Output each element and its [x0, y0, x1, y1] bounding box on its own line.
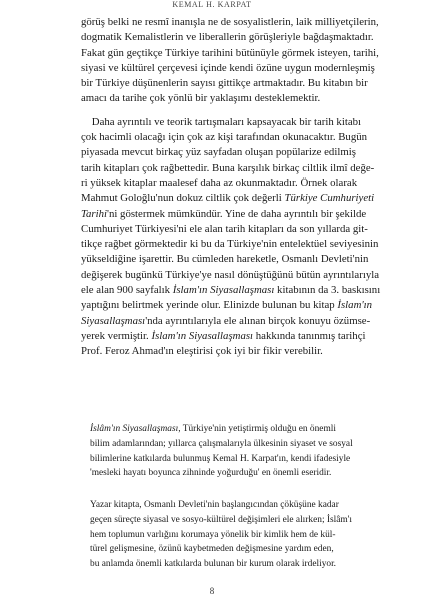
text-line: İslâm'ın Siyasallaşması, Türkiye'nin yetiştirmiş olduğu en önemli — [90, 424, 336, 434]
book-title: İslam'ın — [337, 299, 373, 312]
paragraph-2 — [81, 115, 381, 360]
text-line: Yazar kitapta, Osmanlı Devleti'nin başlangıcından çöküşüne kadar — [90, 500, 339, 510]
running-head: KEMAL H. KARPAT — [172, 0, 252, 9]
book-title: İslam'ın Siyasallaşması — [172, 284, 275, 297]
text-line: türel gelişmesine, özünü kaybetmeden değişmesine yardım eden, — [90, 544, 334, 555]
text-line: yerek vermiştir. İslam'ın Siyasallaşması hakkında tanınmış tarihçi — [81, 329, 366, 342]
text-line: siyasi ve kültürel çerçevesi içinde kendi özüne uygun modernleşmiş — [81, 61, 375, 74]
book-title: Tarihi — [81, 207, 108, 220]
book-title: İslam'ın Siyasallaşması — [151, 329, 254, 342]
text-line: Fakat gün geçtikçe Türkiye tarihini bütünüyle görmek isteyen, tarihi, — [81, 46, 379, 59]
paragraph-1 — [81, 15, 379, 107]
book-title: İslâm'ın Siyasallaşması — [90, 424, 179, 434]
text-line: tikçe rağbet görmektedir ki bu da Türkiye'nin entelektüel seviyesinin — [81, 238, 379, 251]
text-line: Prof. Feroz Ahmad'ın eleştirisi çok iyi bir fikir verebilir. — [81, 345, 323, 358]
text-line: Tarihi'ni göstermek mümkündür. Yine de daha ayrıntılı bir şekilde — [81, 207, 367, 220]
text-line: geçen süreçte siyasal ve sosyo-kültürel değişimleri ele alırken; İslâm'ı — [90, 514, 353, 525]
text-line: görüş belki ne resmî inanışla ne de sosyalistlerin, laik milliyetçilerin, — [81, 16, 379, 28]
text-line: ri yüksek kitaplar maalesef daha az okunmaktadır. Örnek olarak — [81, 176, 358, 189]
text-line: bu anlamda önemli katkılarda bulunan bir kurum olarak irdeliyor. — [90, 559, 337, 570]
text-line: tarih kitapları çok rağbettedir. Buna karşılık birkaç ciltlik ilmî değe- — [81, 161, 375, 174]
text-line: Mahmut Goloğlu'nun dokuz ciltlik çok değerli Türkiye Cumhuriyeti — [81, 192, 375, 205]
block-quote-2 — [90, 498, 353, 572]
text-line: yükseldiğine işarettir. Bu cümleden hareketle, Osmanlı Devleti'nin — [81, 253, 369, 266]
main-text — [81, 15, 381, 360]
text-line: 'mesleki hayatı boyunca zihninde yoğurduğu' en önemli eseridir. — [90, 468, 332, 479]
page-number: 8 — [209, 586, 215, 596]
text-line: bilimlerine katkılarda bulunmuş Kemal H. Karpat'ın, kendi ifadesiyle — [90, 453, 351, 464]
text-line: Daha ayrıntılı ve teorik tartışmaları kapsayacak bir tarih kitabı — [91, 115, 362, 128]
book-title: Siyasallaşması — [81, 314, 146, 327]
text-line: amacı da tarihe çok yönlü bir yaklaşımı desteklemektir. — [81, 92, 321, 105]
text-line: piyasada mevcut birkaç yüz sayfadan oluşan popülarize edilmiş — [81, 146, 356, 159]
text-line: ele alan 900 sayfalık İslam'ın Siyasallaşması kitabının da 3. baskısını — [81, 284, 381, 297]
block-quote-1 — [90, 422, 353, 481]
text-line: hem toplumun varlığını korumaya yönelik bir kimlik hem de kül- — [90, 529, 336, 540]
text-line: yaptığını belirtmek yerinde olur. Elinizde bulunan bu kitap İslam'ın — [81, 299, 373, 312]
text-line: dogmatik Kemalistlerin ve liberallerin görüşleriyle bağdaşmaktadır. — [81, 31, 374, 44]
text-line: bilim adamlarından; yıllarca çalışmalarıyla ülkesinin siyaset ve sosyal — [90, 438, 353, 449]
text-line: Siyasallaşması'nda ayrıntılarıyla ele alınan birçok konuyu özümse- — [81, 314, 371, 327]
book-title: Türkiye Cumhuriyeti — [284, 192, 375, 205]
text-line: Cumhuriyet Türkiyesi'ni ele alan tarih kitapları da son yıllarda git- — [81, 222, 368, 235]
text-line: değişerek bugünkü Türkiye'ye nasıl dönüştüğünü bütün ayrıntılarıyla — [81, 268, 380, 281]
text-line: bir Türkiye düşünenlerin sayısı gittikçe artmaktadır. Bu kitabın bir — [81, 77, 368, 90]
text-line: çok hacimli olacağı için çok az kişi tarafından okunacaktır. Bugün — [81, 131, 368, 144]
